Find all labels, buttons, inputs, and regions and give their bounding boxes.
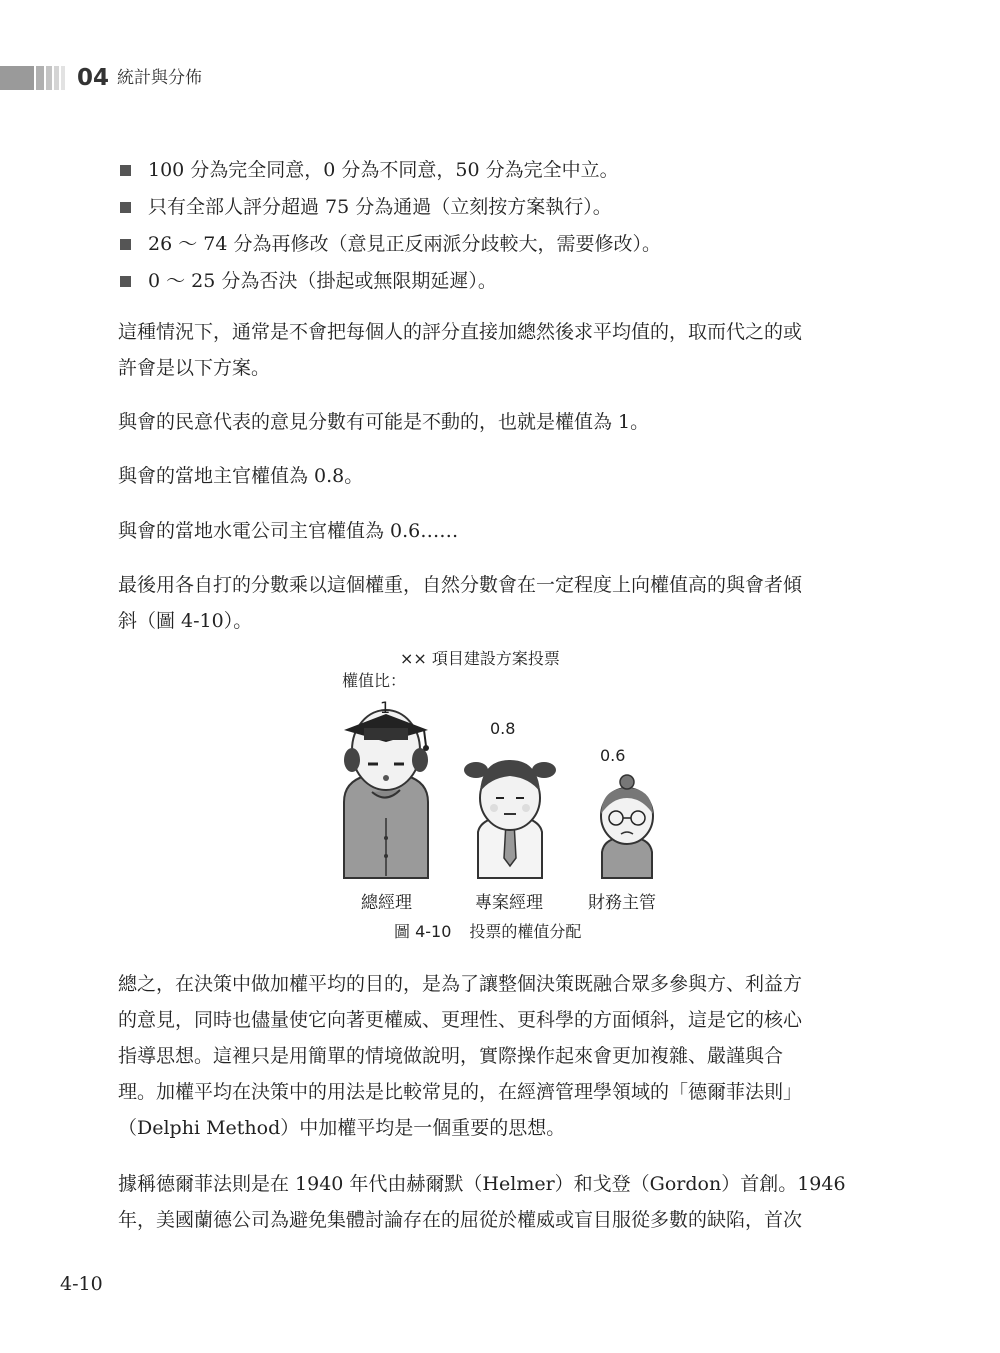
person-name: 財務主管: [588, 893, 656, 913]
paragraph-3: 與會的當地主官權值為 0.8。: [118, 465, 364, 487]
chapter-header: [0, 62, 1000, 94]
paragraph-2: 與會的民意代表的意見分數有可能是不動的，也就是權值為 1。: [118, 411, 650, 433]
figure-caption: 圖 4-10 投票的權值分配: [394, 922, 582, 941]
chapter-number: 04: [77, 65, 110, 91]
figure-title: ×× 項目建設方案投票: [400, 649, 560, 668]
person-name: 專案經理: [475, 893, 543, 913]
bullet-item: 100 分為完全同意，0 分為不同意，50 分為完全中立。: [118, 152, 888, 189]
bullet-item: 26 ～ 74 分為再修改（意見正反兩派分歧較大，需要修改）。: [118, 226, 888, 263]
bullet-list: [118, 152, 888, 300]
weight-value: 0.8: [490, 719, 516, 738]
figure-4-10: [330, 642, 690, 942]
square-bullet-icon: [120, 239, 131, 250]
paragraph-1: 這種情況下，通常是不會把每個人的評分直接加總然後求平均值的，取而代之的或 許會是以下方案。: [118, 321, 803, 379]
project-manager-illustration: [464, 760, 556, 878]
finance-manager-illustration: [601, 775, 653, 878]
person-name: 總經理: [361, 893, 412, 913]
square-bullet-icon: [120, 276, 131, 287]
general-manager-illustration: [344, 710, 429, 878]
header-decoration-bars: [0, 66, 70, 90]
square-bullet-icon: [120, 165, 131, 176]
square-bullet-icon: [120, 202, 131, 213]
paragraph-7: 據稱德爾菲法則是在 1940 年代由赫爾默（Helmer）和戈登（Gordon）首創。1946 年，美國蘭德公司為避免集體討論存在的屈從於權威或盲目服從多數的缺陷，首次: [118, 1173, 846, 1231]
chapter-title: 統計與分佈: [117, 68, 202, 88]
bullet-item: 只有全部人評分超過 75 分為通過（立刻按方案執行）。: [118, 189, 888, 226]
bullet-item: 0 ～ 25 分為否決（掛起或無限期延遲）。: [118, 263, 888, 300]
weight-ratio-label: 權值比：: [342, 671, 407, 690]
page-number: 4-10: [60, 1273, 103, 1295]
weight-value: 1: [380, 698, 391, 717]
paragraph-6: 總之，在決策中做加權平均的目的，是為了讓整個決策既融合眾多參與方、利益方 的意見，同時也儘量使它向著更權威、更理性、更科學的方面傾斜，這是它的核心 指導思想。這裡只是用簡單的情境做說明，實際操作起來會更加複雜、嚴謹與合 理。加權平均在決策中的用法是比較常見的，在經濟管理學領域的「德爾菲法則」 （Delphi Method）中加權平均是一個重要的思想。: [118, 973, 803, 1139]
paragraph-5: 最後用各自打的分數乘以這個權重，自然分數會在一定程度上向權值高的與會者傾 斜（圖 4-10）。: [118, 574, 803, 632]
weight-value: 0.6: [600, 746, 626, 765]
paragraph-4: 與會的當地水電公司主官權值為 0.6……: [118, 520, 459, 542]
